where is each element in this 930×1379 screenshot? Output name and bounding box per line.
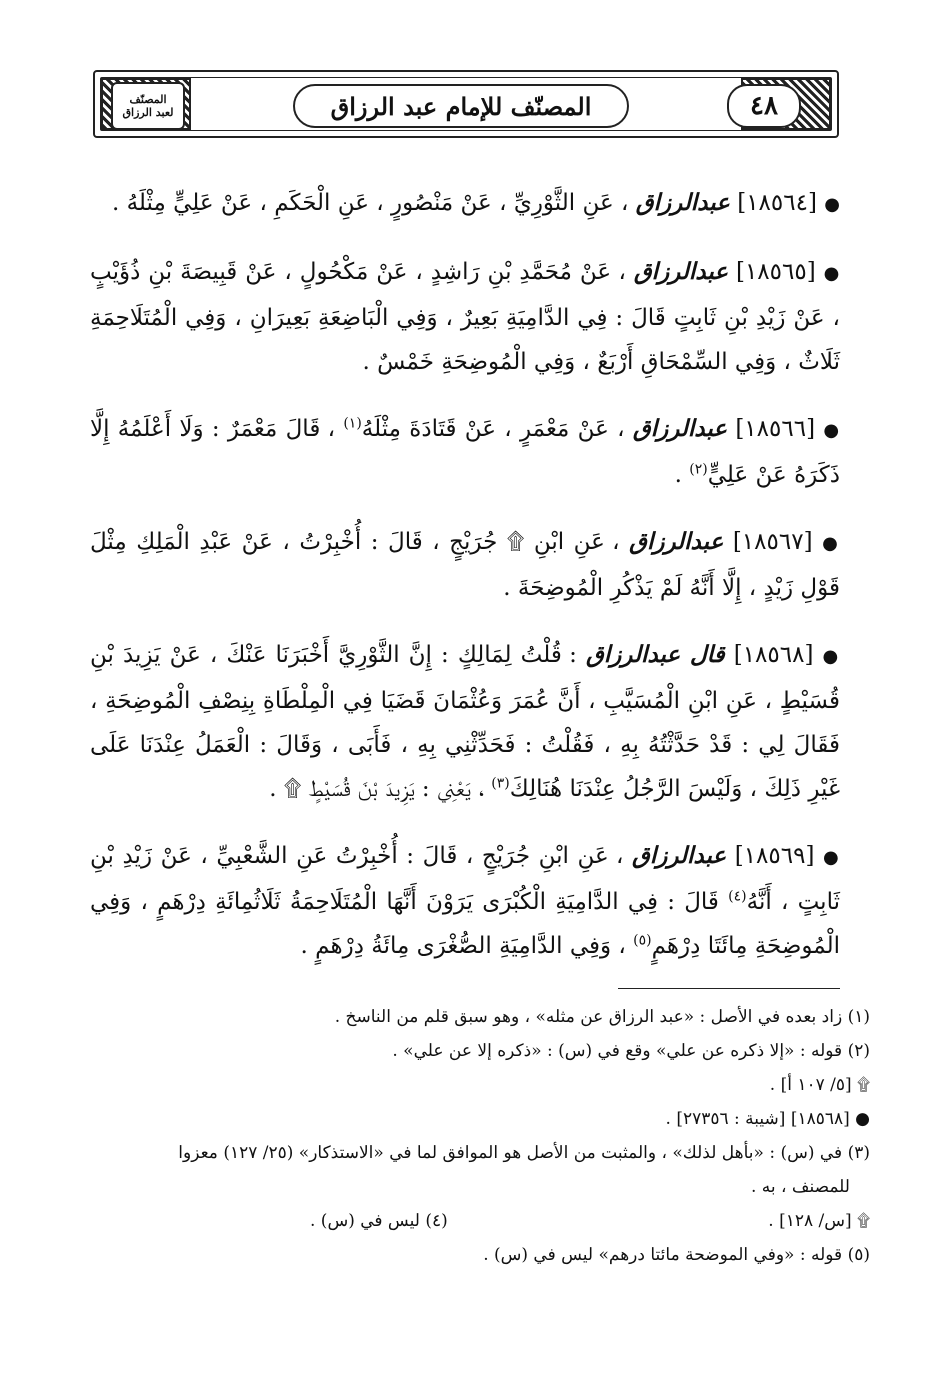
bullet-icon: ● — [822, 533, 840, 554]
footnotes — [90, 1000, 870, 1272]
hadith-number: [١٨٥٦٧] — [732, 529, 813, 555]
hadith-author: قال عبدالرزاق — [585, 641, 725, 668]
hadith-text: ، عَنِ ابْنِ ۩ جُرَيْجٍ ، قَالَ : أُخْبِرْتُ ، عَنْ عَبْدِ الْمَلِكِ مِثْلَ قَوْلِ زَيْدٍ ، إِلَّا أَنَّهُ لَمْ يَذْكُرِ الْمُوضِحَةَ . — [90, 529, 840, 601]
bullet-icon: ● — [822, 646, 840, 667]
hadith-entry-18569 — [90, 834, 840, 968]
hadith-number: [١٨٥٦٦] — [735, 416, 816, 442]
page-header — [93, 70, 839, 138]
hadith-number: [١٨٥٦٩] — [734, 843, 815, 869]
footnote-row — [310, 1204, 870, 1238]
footnote-divider — [618, 988, 840, 989]
hadith-author: عبدالرزاق — [635, 189, 730, 216]
hadith-entry-18567 — [90, 520, 840, 610]
hadith-entry-18568 — [90, 633, 840, 811]
hadith-author: عبدالرزاق — [632, 415, 728, 442]
hadith-entry-18566 — [90, 407, 840, 497]
hadith-text: ، قَالَ مَعْمَرٌ : وَلَا أَعْلَمُهُ إِلَّا ذَكَرَهُ عَنْ عَلِيٍّ — [90, 416, 840, 488]
hadith-text: قَالَ : فِي الدَّامِيَةِ الْكُبْرَى يَرَوْنَ أَنَّهَا الْمُتَلَاحِمَةُ ثَلَاثُمِائَةِ دِرْهَمٍ ، وَفِي الْمُوضِحَةِ مِائَتَا دِرْهَمٍ — [90, 889, 840, 959]
hadith-text: ، عَنِ ابْنِ جُرَيْجٍ ، قَالَ : أُخْبِرْتُ عَنِ الشَّعْبِيِّ ، عَنْ زَيْدِ بْنِ ثَابِتٍ ، أَنَّهُ — [90, 843, 840, 915]
bullet-icon: ● — [823, 420, 841, 441]
hadith-text: ، وَفِي الدَّامِيَةِ الصُّغْرَى مِائَةُ دِرْهَمٍ . — [300, 933, 626, 959]
hadith-text: . — [674, 462, 682, 488]
hadith-number: [١٨٥٦٨] — [733, 642, 814, 668]
seal-line-1: المصنّف — [129, 93, 167, 106]
hadith-text: ، عَنْ مَعْمَرٍ ، عَنْ قَتَادَةَ مِثْلَهُ — [361, 416, 625, 442]
footnote-4: (٤) ليس في (س) . — [310, 1211, 448, 1231]
bullet-icon: ● — [824, 194, 840, 215]
footnote-2: (٢) قوله : «إلا ذكره عن علي» وقع في (س) : «ذكره إلا عن علي» . — [392, 1041, 870, 1061]
manuscript-marker-1: ۩ [٥/ ١٠٧ أ] . — [769, 1075, 870, 1095]
cross-reference: ● [١٨٥٦٨] [شيبة : ٢٧٣٥٦] . — [665, 1109, 870, 1129]
footnote-ref-3[interactable]: (٣) — [491, 775, 510, 792]
manuscript-marker-2: ۩ [س/ ١٢٨] . — [768, 1211, 870, 1231]
footnote-3-continued: للمصنف ، به . — [750, 1177, 850, 1197]
footnote-ref-2[interactable]: (٢) — [689, 461, 708, 478]
hadith-text: ، عَنْ مُحَمَّدِ بْنِ رَاشِدٍ ، عَنْ مَكْحُولٍ ، عَنْ قَبِيصَةَ بْنِ ذُؤَيْبٍ ، عَنْ زَيْدِ بْنِ ثَابِتٍ قَالَ : فِي الدَّامِيَةِ بَعِيرٌ ، وَفِي الْبَاضِعَةِ بَعِيرَانِ ، وَفِي الْمُتَلَاحِمَةِ ثَلَاثٌ ، وَفِي السِّمْحَاقِ أَرْبَعٌ ، وَفِي الْمُوضِحَةِ خَمْسٌ . — [90, 259, 840, 375]
footnote-1: (١) زاد بعده في الأصل : «عبد الرزاق عن مثله» ، وهو سبق قلم من الناسخ . — [334, 1007, 870, 1027]
footnote-ref-5[interactable]: (٥) — [633, 932, 652, 949]
main-text — [90, 158, 840, 982]
hadith-number: [١٨٥٦٤] — [737, 190, 817, 216]
footnote-ref-1[interactable]: (١) — [343, 415, 362, 432]
hadith-entry-18565 — [90, 250, 840, 384]
hadith-text: : قُلْتُ لِمَالِكٍ : إِنَّ الثَّوْرِيَّ أَخْبَرَنَا عَنْكَ ، عَنْ يَزِيدَ بْنِ قُسَيْطٍ ، عَنِ ابْنِ الْمُسَيَّبِ ، أَنَّ عُمَرَ وَعُثْمَانَ قَضَيَا فِي الْمِلْطَاةِ بِنِصْفِ الْمُوضِحَةِ ، فَقَالَ لِي : قَدْ حَدَّثْتُهُ بِهِ ، فَقُلْتُ : فَحَدِّثْنِي بِهِ ، فَأَبَى ، وَقَالَ : الْعَمَلُ عِنْدَنَا عَلَى غَيْرِ ذَلِكَ ، وَلَيْسَ الرَّجُلُ عِنْدَنَا هُنَالِكَ — [90, 642, 840, 802]
book-seal-logo — [111, 82, 185, 130]
hadith-text: ، يَعْنِي : يَزِيدَ بْنَ قُسَيْطٍ ۩ . — [269, 776, 484, 802]
bullet-icon: ● — [823, 847, 840, 868]
seal-line-2: لعبد الرزاق — [122, 106, 174, 119]
footnote-3: (٣) في (س) : «بأهل لذلك» ، والمثبت من الأصل هو الموافق لما في «الاستذكار» (٢٥/ ١٢٧) معزوا — [178, 1143, 870, 1163]
footnote-5: (٥) قوله : «وفي الموضحة مائتا درهم» ليس في (س) . — [483, 1245, 870, 1265]
hadith-author: عبدالرزاق — [629, 528, 724, 555]
page-number: ٤٨ — [727, 84, 801, 128]
hadith-author: عبدالرزاق — [631, 842, 727, 869]
hadith-entry-18564 — [90, 181, 840, 227]
bullet-icon: ● — [823, 263, 841, 284]
hadith-number: [١٨٥٦٥] — [735, 259, 816, 285]
footnote-ref-4[interactable]: (٤) — [728, 888, 747, 905]
header-title: المصنّف للإمام عبد الرزاق — [293, 84, 629, 128]
hadith-text: ، عَنِ الثَّوْرِيِّ ، عَنْ مَنْصُورٍ ، عَنِ الْحَكَمِ ، عَنْ عَلِيٍّ مِثْلَهُ . — [111, 190, 629, 216]
hadith-author: عبدالرزاق — [633, 258, 728, 285]
